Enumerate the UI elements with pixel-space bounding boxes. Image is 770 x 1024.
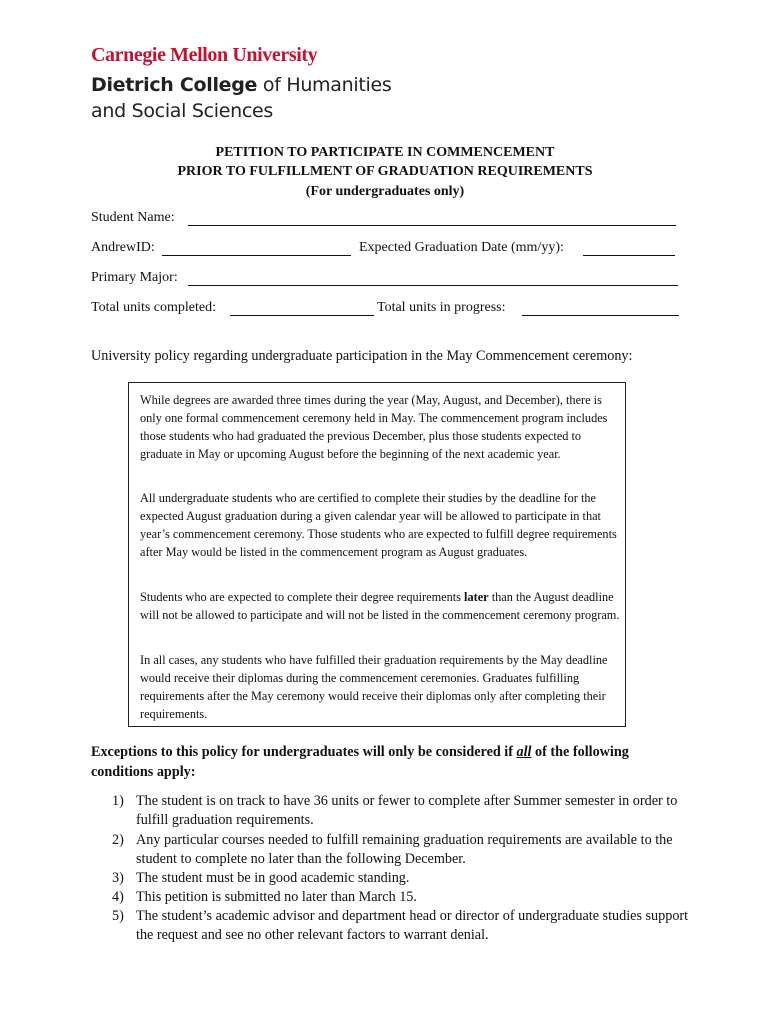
student-name-label: Student Name:: [91, 210, 175, 225]
college-name-line2: and Social Sciences: [91, 100, 274, 122]
primary-major-row: [91, 270, 681, 290]
college-name-bold: Dietrich College: [91, 74, 258, 96]
university-logo: Carnegie Mellon University: [91, 44, 318, 66]
units-completed-field[interactable]: [230, 315, 374, 316]
student-name-row: [91, 210, 681, 230]
units-in-progress-field[interactable]: [522, 315, 679, 316]
condition-number: 5): [112, 908, 124, 924]
policy-paragraph-2: All undergraduate students who are certified to complete their studies by the deadline for the expected August graduation during a given calendar year will be allowed to participate in that year’s commencement ceremony. Those students who are expected to fulfill degree requirements after May would be listed in the commencement program as August graduates.: [140, 491, 617, 559]
college-logo: [91, 72, 391, 124]
policy-paragraph-3-start: Students who are expected to complete their degree requirements: [140, 590, 465, 604]
condition-number: 2): [112, 832, 124, 848]
exceptions-heading-start: Exceptions to this policy for undergraduates will only be considered if: [91, 744, 517, 760]
condition-text: Any particular courses needed to fulfill remaining graduation requirements are available to the student to complete no later than the following December.: [136, 832, 673, 867]
exceptions-heading-end: of the following conditions apply:: [91, 744, 629, 780]
policy-intro: University policy regarding undergraduate participation in the May Commencement ceremony:: [91, 348, 633, 364]
policy-paragraph-3-end: than the August deadline will not be allowed to participate and will not be listed in the commencement ceremony program.: [140, 590, 620, 622]
condition-number: 1): [112, 793, 124, 809]
primary-major-field[interactable]: [188, 285, 678, 286]
condition-number: 4): [112, 889, 124, 905]
andrew-id-field[interactable]: [162, 255, 351, 256]
condition-number: 3): [112, 870, 124, 886]
exceptions-heading-emphasis: all: [516, 744, 532, 760]
units-in-progress-label: Total units in progress:: [377, 300, 506, 315]
policy-paragraph-3: [140, 588, 624, 624]
andrew-id-row: [91, 240, 681, 260]
document-title-line2: PRIOR TO FULFILLMENT OF GRADUATION REQUIREMENTS: [177, 164, 593, 179]
condition-text: The student is on track to have 36 units or fewer to complete after Summer semester in order to fulfill graduation requirements.: [136, 793, 678, 828]
document-title-line3: (For undergraduates only): [305, 184, 465, 199]
student-name-field[interactable]: [188, 225, 676, 226]
units-completed-label: Total units completed:: [91, 300, 216, 315]
policy-paragraph-4: In all cases, any students who have fulfilled their graduation requirements by the May deadline would receive their diplomas during the commencement ceremonies. Graduates fulfilling requirements after the May ceremony would receive their diplomas only after completing their requirements.: [140, 653, 608, 721]
units-row: [91, 300, 681, 320]
andrew-id-label: AndrewID:: [91, 240, 155, 255]
policy-paragraph-1: While degrees are awarded three times during the year (May, August, and December), there is only one formal commencement ceremony held in May. The commencement program includes those students who had graduated the previous December, plus those students expected to graduate in May or upcoming August before the beginning of the next academic year.: [140, 393, 608, 461]
document-title-line1: PETITION TO PARTICIPATE IN COMMENCEMENT: [215, 145, 555, 160]
exceptions-heading: [91, 742, 691, 782]
policy-paragraph-3-emphasis: later: [464, 590, 489, 604]
expected-graduation-field[interactable]: [583, 255, 675, 256]
condition-text: The student must be in good academic standing.: [136, 870, 410, 886]
primary-major-label: Primary Major:: [91, 270, 178, 285]
condition-text: The student’s academic advisor and department head or director of undergraduate studies support the request and see no other relevant factors to warrant denial.: [136, 908, 689, 943]
policy-box: [128, 382, 626, 727]
condition-text: This petition is submitted no later than March 15.: [136, 889, 417, 905]
college-name-rest: of Humanities: [257, 74, 392, 96]
expected-graduation-label: Expected Graduation Date (mm/yy):: [359, 240, 564, 255]
